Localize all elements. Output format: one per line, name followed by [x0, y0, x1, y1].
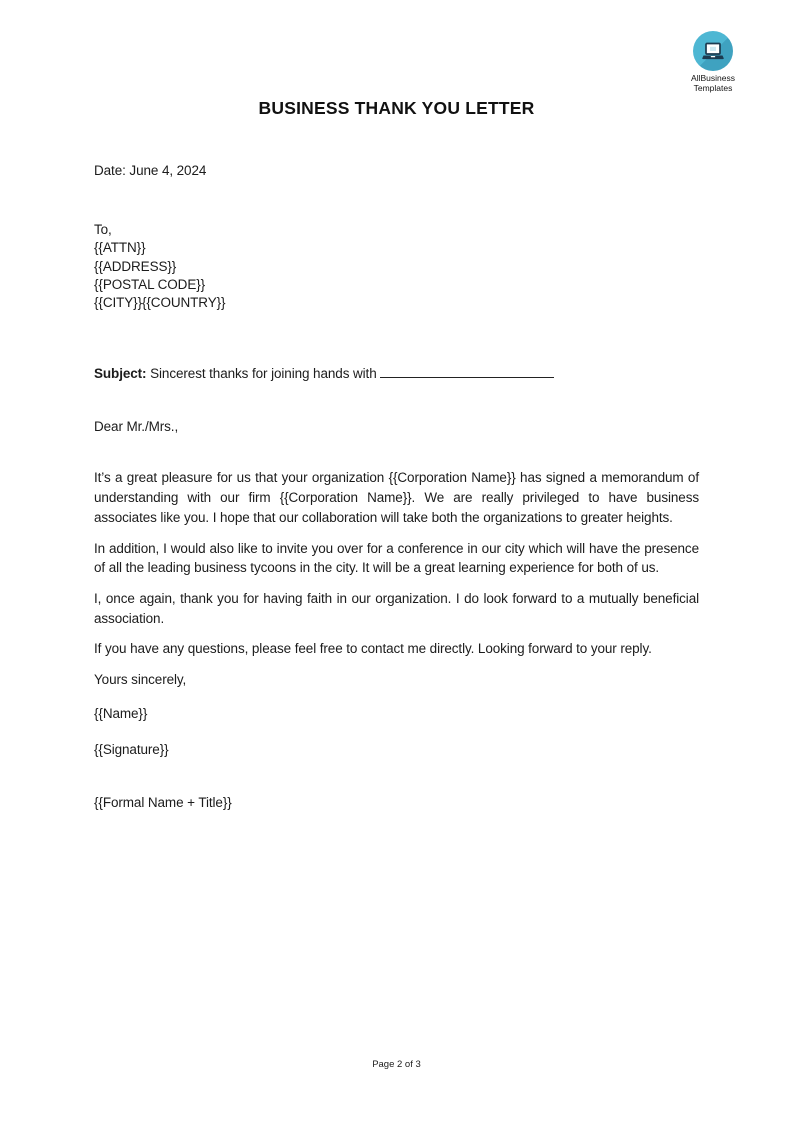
body-paragraph-2: In addition, I would also like to invite you over for a conference in our city which will have the presence of all the leading business tycoons in the city. It will be a great learning experience for both of us. — [94, 540, 699, 576]
page-title: BUSINESS THANK YOU LETTER — [258, 98, 535, 118]
date-line: Date: June 4, 2024 — [94, 163, 207, 178]
subject-label: Subject: — [94, 365, 147, 381]
salutation: Dear Mr./Mrs., — [94, 418, 179, 434]
subject-blank-line — [380, 364, 554, 378]
brand-logo-circle — [693, 31, 733, 71]
brand-logo — [686, 31, 740, 93]
subject-text: Sincerest thanks for joining hands with — [150, 365, 377, 381]
letter-body — [0, 161, 793, 813]
recipient-line-postal-code: {{POSTAL CODE}} — [94, 277, 206, 293]
page-footer: Page 2 of 3 — [372, 1059, 421, 1070]
subject-line — [94, 364, 699, 384]
recipient-line-city-country: {{CITY}}{{COUNTRY}} — [94, 295, 226, 311]
brand-name-line1: AllBusiness — [691, 73, 735, 83]
closing-line: Yours sincerely, — [94, 671, 187, 687]
recipient-line-attn: {{ATTN}} — [94, 240, 146, 256]
body-paragraph-4: If you have any questions, please feel free to contact me directly. Looking forward to your reply. — [94, 641, 652, 657]
recipient-block — [94, 221, 699, 313]
brand-name — [686, 73, 740, 93]
body-paragraph-3: I, once again, thank you for having faith in our organization. I do look forward to a mutually beneficial association. — [94, 590, 699, 626]
signature-placeholder: {{Signature}} — [94, 742, 169, 758]
recipient-line-address: {{ADDRESS}} — [94, 258, 177, 274]
brand-name-line2: Templates — [693, 83, 733, 94]
signature-formal-name-placeholder: {{Formal Name + Title}} — [94, 794, 232, 810]
laptop-icon — [700, 42, 726, 61]
body-paragraph-1: It’s a great pleasure for us that your organization {{Corporation Name}} has signed a memorandum of understanding with our firm {{Corporation Name}}. We are really privileged to have business associates like you. I hope that our collaboration will take both the organizations to greater heights. — [94, 470, 699, 526]
signature-name-placeholder: {{Name}} — [94, 706, 148, 722]
recipient-line-to: To, — [94, 221, 112, 237]
